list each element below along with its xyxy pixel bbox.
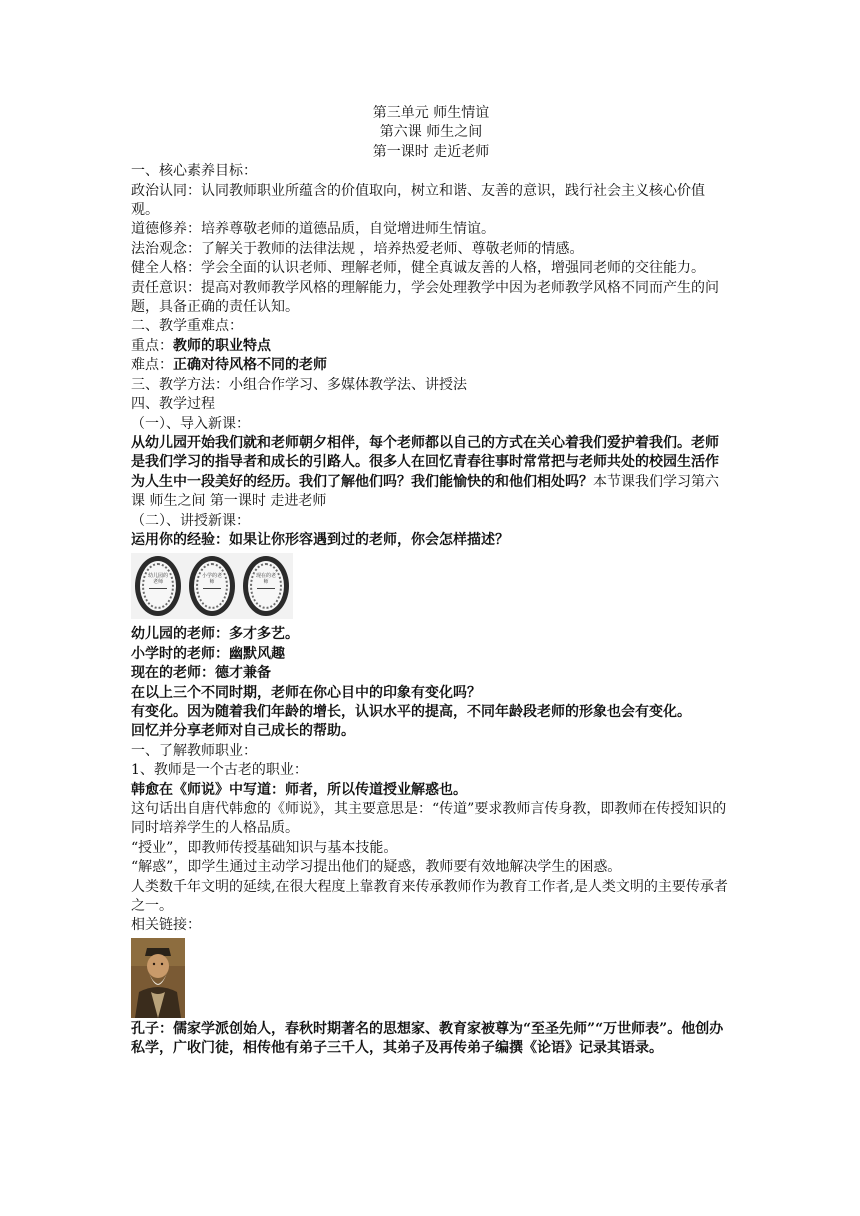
period-title: 第一课时 走近老师 [372,143,490,160]
share-prompt: 回忆并分享老师对自己成长的帮助。 [131,723,355,740]
goal-moral: 道德修养：培养尊敬老师的道德品质，自觉增进师生情谊。 [131,221,495,238]
lesson-title: 第六课 师生之间 [379,124,483,141]
goal-personality: 健全人格：学会全面的认识老师、理解老师，健全真诚友善的人格，增强同老师的交往能力。 [131,260,705,277]
han-yu-quote: 韩愈在《师说》中写道：师者，所以传道授业解惑也。 [131,781,467,798]
difficult-point-text: 正确对待风格不同的老师 [173,357,327,374]
intro-paragraph [131,434,731,512]
goal-responsibility: 责任意识：提高对教师教学风格的理解能力，学会处理教学中因为老师教学风格不同而产生的问题，具备正确的责任认知。 [131,279,719,316]
goal-political: 政治认同：认同教师职业所蕴含的价值取向，树立和谐、友善的意识，践行社会主义核心价值观。 [131,182,705,219]
confucius-portrait [131,938,185,1018]
key-point [131,337,731,356]
key-point-label: 重点： [131,337,173,354]
frame-primary [189,556,235,616]
frame-kindergarten-label: 幼儿园的老师 [147,573,168,586]
intro-heading: （一）、导入新课： [131,415,250,432]
goal-law: 法治观念：了解关于教师的法律法规 ，培养热爱老师、尊敬老师的情感。 [131,240,584,257]
change-answer: 有变化。因为随着我们年龄的增长，认识水平的提高，不同年龄段老师的形象也会有变化。 [131,703,691,720]
intro-tail-text: 本节课我们学习第六课 师生之间 第一课时 走进老师 [131,473,719,510]
frame-current [243,556,289,616]
change-question: 在以上三个不同时期，老师在你心目中的印象有变化吗？ [131,684,481,701]
difficult-point-label: 难点： [131,357,173,374]
experience-question: 运用你的经验：如果让你形容遇到过的老师，你会怎样描述？ [131,531,509,548]
part-1-heading: 一、了解教师职业： [131,742,257,759]
frame-line [257,588,275,589]
confucius-portrait-art [131,938,185,1018]
document-page [131,104,731,1059]
section-1-heading: 一、核心素养目标： [131,163,257,180]
quote-explanation: 这句话出自唐代韩愈的《师说》，其主要意思是：“传道”要求教师言传身教，即教师在传授知识的同时培养学生的人格品质。 [131,801,727,837]
intro-bold-text: 从幼儿园开始我们就和老师朝夕相伴，每个老师都以自己的方式在关心着我们爱护着我们。老师是我们学习的指导者和成长的引路人。很多人在回忆青春往事时常常把与老师共处的校园生活作为人生中一段美好的经历。我们了解他们吗？我们能愉快的和他们相处吗？ [131,434,719,490]
key-point-text: 教师的职业特点 [173,337,271,354]
jiehuo-explanation: “解惑”，即学生通过主动学习提出他们的疑惑，教师要有效地解决学生的困惑。 [131,859,622,876]
answer-primary: 小学时的老师：幽默风趣 [131,645,285,662]
difficult-point [131,356,731,375]
section-4-heading: 四、教学过程 [131,396,215,413]
shouye-explanation: “授业”，即教师传授基础知识与基本技能。 [131,839,398,856]
civilization-paragraph: 人类数千年文明的延续,在很大程度上靠教育来传承教师作为教育工作者,是人类文明的主要传承者之一。 [131,878,728,915]
answer-current: 现在的老师：德才兼备 [131,665,271,682]
new-lesson-heading: （二）、讲授新课： [131,512,250,529]
frame-line [149,588,167,589]
part-1-subheading: 1、教师是一个古老的职业： [131,762,308,779]
frame-current-label: 现在的老师 [255,573,276,586]
section-3-heading: 三、教学方法：小组合作学习、多媒体教学法、讲授法 [131,376,467,393]
unit-title: 第三单元 师生情谊 [372,105,490,121]
teacher-frames-image [131,553,293,619]
related-link-heading: 相关链接： [131,917,201,934]
frame-line [203,588,221,589]
frame-kindergarten [135,556,181,616]
answer-kindergarten: 幼儿园的老师：多才多艺。 [131,626,299,643]
section-2-heading: 二、教学重难点： [131,318,243,335]
confucius-paragraph: 孔子：儒家学派创始人，春秋时期著名的思想家、教育家被尊为“至圣先师”“万世师表”。他创办私学，广收门徒，相传他有弟子三千人，其弟子及再传弟子编撰《论语》记录其语录。 [131,1020,724,1057]
frame-primary-label: 小学的老师 [201,573,222,586]
